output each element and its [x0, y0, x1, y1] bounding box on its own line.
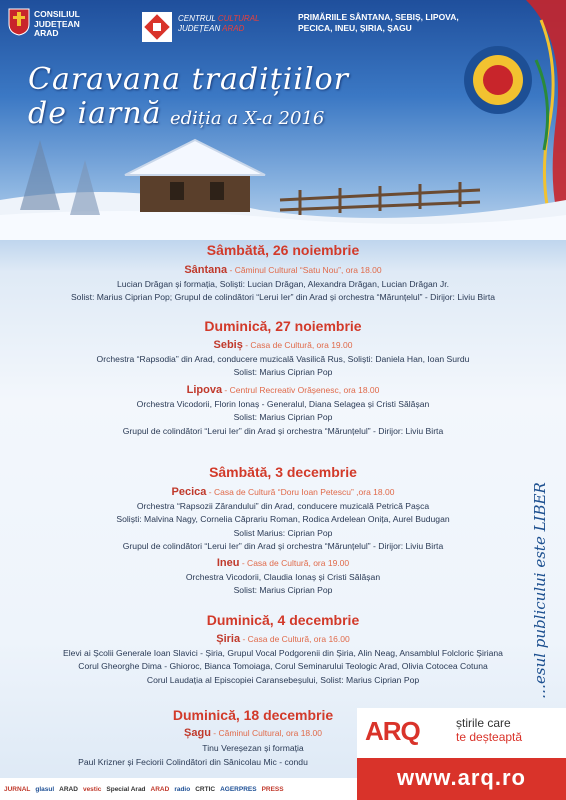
event-line: Orchestra Vicodorii, Florin Ionaș - Generalul, Diana Selagea și Cristi Sălășan — [136, 399, 430, 409]
centrul-cultural-logo-text — [178, 14, 288, 34]
sponsor-logo: AGERPRES — [220, 785, 257, 793]
arad-crest-icon — [8, 8, 30, 36]
winter-cabin-illustration — [0, 120, 566, 240]
sponsor-logo: PRESS — [261, 785, 284, 793]
sponsor-logo: ARAD — [150, 785, 170, 793]
cc-line1b: CULTURAL — [217, 14, 260, 23]
primarii-line1: PRIMĂRIILE SÂNTANA, SEBIȘ, LIPOVA, — [298, 12, 459, 22]
poster-title-line2: de iarnă — [28, 96, 162, 131]
venue-details: - Casa de Cultură, ora 19.00 — [242, 340, 353, 350]
cj-line2: JUDEȚEAN — [34, 18, 80, 29]
cc-line2a: JUDEȚEAN — [178, 24, 223, 33]
event-line: Soliști: Malvina Nagy, Cornelia Căprariu Roman, Rodica Ardelean Onița, Aurel Budugan — [116, 514, 450, 524]
venue-siria — [0, 633, 566, 645]
sponsor-logos — [0, 778, 357, 800]
sponsor-logo: JURNAL — [4, 785, 31, 793]
consiliul-judetean-logo-text — [34, 10, 124, 39]
arq-tag-line2: te deșteaptă — [456, 730, 523, 744]
event-line: Lucian Drăgan și formația, Soliști: Lucian Drăgan, Alexandra Drăgan, Lucian Drăgan Jr. — [117, 279, 449, 289]
venue-lipova — [0, 384, 566, 396]
tricolor-rosette-icon — [458, 40, 538, 120]
sponsor-logo: Special Arad — [106, 785, 146, 793]
venue-town: Pecica — [171, 486, 207, 498]
venue-details: - Căminul Cultural “Satu Nou”, ora 18.00 — [227, 265, 382, 275]
venue-town: Sântana — [184, 264, 228, 276]
sponsor-logo: radio — [174, 785, 191, 793]
event-line: Solist: Marius Ciprian Pop — [233, 412, 333, 422]
venue-town: Șiria — [216, 633, 241, 645]
event-line: Elevi ai Școlii Generale Ioan Slavici - Șiria, Grupul Vocal Podgorenii din Șiria, Alin Neag, Ansamblul Folcloric Șiriana — [63, 648, 503, 658]
venue-town: Sebiș — [213, 339, 243, 351]
event-line: Orchestra Vicodorii, Claudia Ionaș și Cristi Sălășan — [185, 572, 381, 582]
arq-logo: ARQ — [365, 716, 420, 746]
centrul-cultural-logo-icon — [140, 10, 174, 44]
event-line: Paul Krizner și Feciorii Colindători din Sânicolau Mic - condu — [78, 757, 308, 767]
edition-label: ediția a X-a 2016 — [170, 108, 325, 129]
event-line: Grupul de colindători “Lerui Ier” din Arad și orchestra “Mărunțelul” - Dirijor: Liviu Birta — [122, 426, 444, 436]
event-line: Tinu Vereșezan și formația — [202, 743, 304, 753]
sponsor-logo: CRTIC — [195, 785, 216, 793]
venue-details: - Casa de Cultură, ora 19.00 — [239, 558, 350, 568]
venue-santana — [0, 264, 566, 276]
sponsor-logo: ARAD — [59, 785, 78, 793]
venue-town: Lipova — [186, 384, 223, 396]
primarii-line2: PECICA, INEU, ȘIRIA, ȘAGU — [298, 23, 412, 33]
event-day-5: Duminică, 18 decembrie — [172, 707, 334, 723]
primarii-list — [298, 12, 488, 34]
venue-ineu — [0, 557, 566, 569]
venue-sebis — [0, 339, 566, 351]
event-line: Orchestra “Rapsozii Zărandului” din Arad, conducere muzicală Petrică Pașca — [136, 501, 430, 511]
cc-line1a: CENTRUL — [178, 14, 218, 23]
event-line: Orchestra “Rapsodia” din Arad, conducere muzicală Vasilică Rus, Soliști: Daniela Han, Ioan Surdu — [96, 354, 470, 364]
event-day-1: Sâmbătă, 26 noiembrie — [206, 242, 360, 258]
event-line: Grupul de colindători “Lerui Ier” din Arad și orchestra “Mărunțelul” - Dirijor: Liviu Birta — [122, 541, 444, 551]
event-line: Solist: Marius Ciprian Pop — [233, 585, 333, 595]
cj-line3: ARAD — [34, 28, 59, 38]
venue-details: - Căminul Cultural, ora 18.00 — [210, 728, 322, 738]
sponsor-logo: glasul — [35, 785, 55, 793]
event-day-2: Duminică, 27 noiembrie — [204, 318, 362, 334]
arq-url-link[interactable] — [357, 758, 566, 800]
venue-town: Ineu — [216, 557, 240, 569]
venue-details: - Casa de Cultură “Doru Ioan Petescu” ,ora 18.00 — [206, 487, 395, 497]
event-line: Solist: Marius Ciprian Pop; Grupul de colindători “Lerui Ier” din Arad și orchestra “Mărunțelul” - Dirijor: Liviu Birta — [70, 292, 496, 302]
arq-banner[interactable] — [357, 708, 566, 758]
venue-pecica — [0, 486, 566, 498]
arq-url: www.arq.ro — [397, 765, 526, 790]
cc-line2b: ARAD — [222, 24, 245, 33]
cj-line1: CONSILIUL — [34, 9, 80, 19]
arq-tagline — [456, 716, 522, 744]
event-day-4: Duminică, 4 decembrie — [206, 612, 360, 628]
event-day-3: Sâmbătă, 3 decembrie — [209, 464, 357, 480]
venue-town: Șagu — [184, 727, 211, 739]
venue-details: - Centrul Recreativ Orășenesc, ora 18.00 — [222, 385, 380, 395]
event-line: Solist: Marius Ciprian Pop — [233, 367, 333, 377]
event-line: Corul Laudația al Episcopiei Caransebeșului, Solist: Marius Ciprian Pop — [146, 675, 420, 685]
venue-details: - Casa de Cultură, ora 16.00 — [240, 634, 350, 644]
vertical-text: …esul publicului este LIBER — [531, 482, 549, 699]
arq-tag-line1: știrile care — [456, 716, 511, 730]
poster-title-line1: Caravana tradițiilor — [28, 62, 349, 97]
free-access-vertical-text — [520, 420, 560, 720]
event-line: Corul Gheorghe Dima - Ghioroc, Bianca Tomoiaga, Corul Seminarului Teologic Arad, Olivia Cotocea Cotuna — [78, 661, 488, 671]
event-line: Solist Marius: Ciprian Pop — [233, 528, 333, 538]
sponsor-logo: vestic — [82, 785, 102, 793]
